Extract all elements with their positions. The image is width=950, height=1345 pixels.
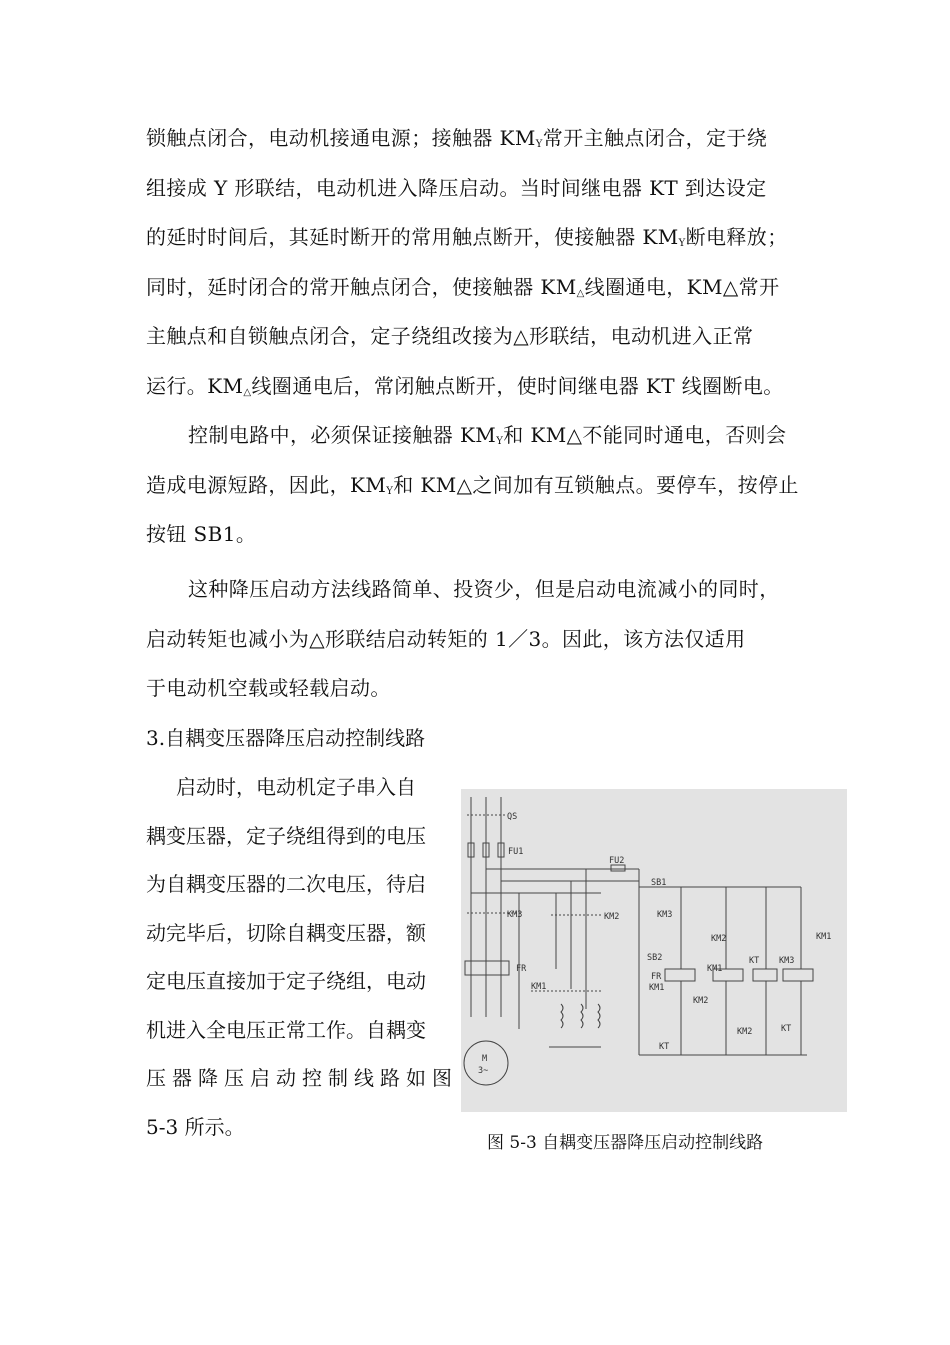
label-sb2: SB2 — [647, 953, 663, 963]
text-line: 机进入全电压正常工作。自耦变 — [146, 1017, 426, 1042]
circuit-diagram-figure — [461, 789, 847, 1112]
paragraph-summary — [146, 565, 806, 714]
text-line: 同时，延时闭合的常开触点闭合，使接触器 $KM_\triangle$线圈通电，KM△常开 — [146, 274, 780, 299]
label-kt-contact: KT — [659, 1042, 670, 1052]
label-km2-coil: KM2 — [693, 996, 709, 1006]
text-line: 这种降压启动方法线路简单、投资少，但是启动电流减小的同时， — [188, 577, 780, 601]
label-sb1: SB1 — [651, 878, 667, 888]
section-heading: 3.自耦变压器降压启动控制线路 — [146, 726, 426, 750]
text-line: 的延时时间后，其延时断开的常用触点断开，使接触器 $KM_Y$断电释放； — [146, 225, 788, 249]
text-line: 主触点和自锁触点闭合，定子绕组改接为△形联结，电动机进入正常 — [146, 324, 754, 348]
label-km2-control: KM2 — [711, 934, 727, 944]
text-line: 定电压直接加于定子绕组，电动 — [146, 969, 426, 993]
label-fu2: FU2 — [609, 856, 625, 866]
text-line: 按钮 SB1。 — [146, 522, 257, 546]
label-km1-main: KM1 — [531, 982, 547, 992]
label-fr-main: FR — [516, 964, 527, 974]
diagram-labels — [478, 812, 831, 1076]
text-line: 为自耦变压器的二次电压，待启 — [146, 872, 426, 896]
label-km1-right: KM1 — [816, 932, 832, 942]
text-line: 控制电路中，必须保证接触器 $KM_Y$和 KM△不能同时通电，否则会 — [188, 423, 787, 447]
label-fr-control: FR — [651, 972, 662, 982]
label-motor: M — [482, 1054, 488, 1064]
label-qs: QS — [507, 812, 518, 822]
text-line: 于电动机空载或轻载启动。 — [146, 676, 391, 700]
label-motor-phase: 3~ — [478, 1066, 489, 1076]
label-km1-contact: KM1 — [707, 964, 723, 974]
text-line: 启动时，电动机定子串入自 — [176, 775, 416, 799]
label-km3-coil: KM3 — [779, 956, 795, 966]
paragraph-autotransformer — [146, 763, 458, 1151]
diagram-wiring — [464, 797, 813, 1085]
circuit-diagram — [461, 789, 847, 1112]
text-line: 耦变压器，定子绕组得到的电压 — [146, 823, 426, 848]
label-km1-coil: KM1 — [649, 983, 665, 993]
label-km2-main: KM2 — [604, 912, 620, 922]
paragraph-star-delta-operation — [146, 114, 806, 411]
paragraph-interlock — [146, 411, 806, 560]
label-kt-coil: KT — [749, 956, 760, 966]
figure-caption: 图 5-3 自耦变压器降压启动控制线路 — [487, 1133, 764, 1153]
text-line: 5-3 所示。 — [146, 1114, 245, 1139]
text-line: 造成电源短路，因此，$KM_Y$和 KM△之间加有互锁触点。要停车，按停止 — [146, 472, 799, 497]
text-line: 启动转矩也减小为△形联结启动转矩的 1／3。因此，该方法仅适用 — [146, 626, 746, 651]
text-line: 压器降压启动控制线路如图 — [146, 1066, 458, 1090]
label-kt-lower: KT — [781, 1024, 792, 1034]
label-fu1: FU1 — [508, 847, 524, 857]
text-line: 组接成 Y 形联结，电动机进入降压启动。当时间继电器 KT 到达设定 — [146, 175, 767, 200]
label-km2-lower: KM2 — [737, 1027, 753, 1037]
text-line: 锁触点闭合，电动机接通电源；接触器 $KM_Y$常开主触点闭合，定于绕 — [146, 126, 768, 150]
label-km3-main: KM3 — [507, 910, 523, 920]
text-line: 运行。$KM_\triangle$线圈通电后，常闭触点断开，使时间继电器 KT 线圈断电。 — [146, 373, 784, 398]
text-line: 动完毕后，切除自耦变压器，额 — [146, 920, 426, 945]
label-km3-control: KM3 — [657, 910, 673, 920]
